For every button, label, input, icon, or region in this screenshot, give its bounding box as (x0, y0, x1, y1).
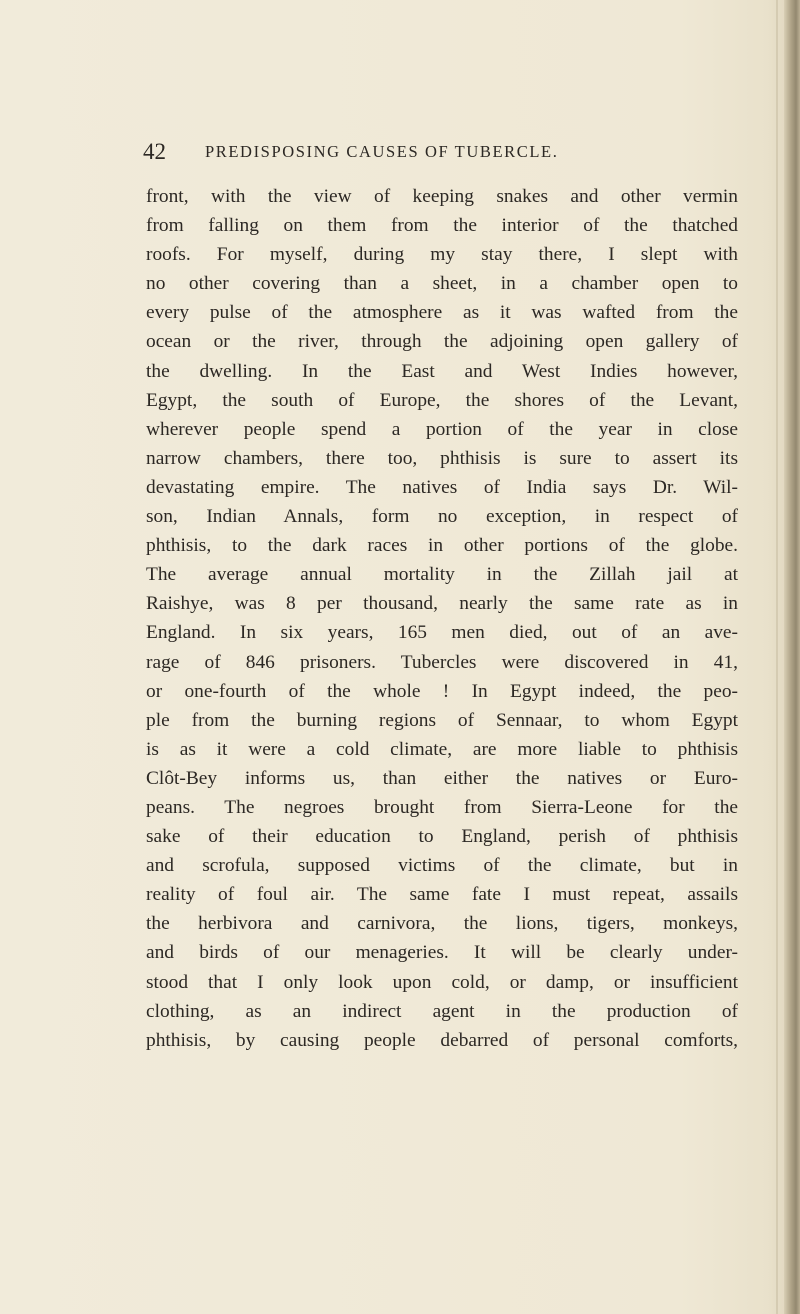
text-line: son, Indian Annals, form no exception, in respect of (146, 506, 738, 528)
text-line: devastating empire. The natives of India says Dr. Wil- (146, 476, 738, 498)
text-line: roofs. For myself, during my stay there, I slept with (146, 244, 738, 266)
text-line: and scrofula, supposed victims of the climate, but in (146, 855, 738, 877)
text-line: Egypt, the south of Europe, the shores of the Levant, (146, 389, 738, 411)
text-line: no other covering than a sheet, in a chamber open to (146, 273, 738, 295)
text-line: the dwelling. In the East and West Indies however, (146, 360, 738, 382)
text-line: peans. The negroes brought from Sierra-Leone for the (146, 796, 738, 818)
text-line: wherever people spend a portion of the year in close (146, 418, 738, 440)
text-line: ocean or the river, through the adjoining open gallery of (146, 331, 738, 353)
text-line: reality of foul air. The same fate I must repeat, assails (146, 884, 738, 906)
text-line: phthisis, to the dark races in other portions of the globe. (146, 535, 738, 557)
text-line: or one-fourth of the whole ! In Egypt indeed, the peo- (146, 680, 738, 702)
running-head: PREDISPOSING CAUSES OF TUBERCLE. (205, 142, 559, 161)
page-edge-shadow (776, 0, 778, 1314)
text-line: The average annual mortality in the Zillah jail at (146, 564, 738, 586)
text-line: every pulse of the atmosphere as it was wafted from the (146, 302, 738, 324)
text-line: England. In six years, 165 men died, out of an ave- (146, 622, 738, 644)
text-line: clothing, as an indirect agent in the production of (146, 1000, 738, 1022)
text-line: is as it were a cold climate, are more liable to phthisis (146, 738, 738, 760)
book-binding-edge (784, 0, 800, 1314)
text-line: from falling on them from the interior of the thatched (146, 215, 738, 237)
text-line: and birds of our menageries. It will be clearly under- (146, 942, 738, 964)
page-header (143, 139, 763, 171)
text-line: Raishye, was 8 per thousand, nearly the same rate as in (146, 593, 738, 615)
page-number: 42 (143, 139, 166, 164)
text-line: Clôt-Bey informs us, than either the natives or Euro- (146, 767, 738, 789)
text-line: the herbivora and carnivora, the lions, tigers, monkeys, (146, 913, 738, 935)
text-line: phthisis, by causing people debarred of personal comforts, (146, 1029, 738, 1051)
text-line: ple from the burning regions of Sennaar, to whom Egypt (146, 709, 738, 731)
body-text (146, 182, 738, 1055)
text-line: narrow chambers, there too, phthisis is sure to assert its (146, 447, 738, 469)
text-line: front, with the view of keeping snakes and other vermin (146, 186, 738, 207)
text-line: rage of 846 prisoners. Tubercles were discovered in 41, (146, 651, 738, 673)
text-line: stood that I only look upon cold, or damp, or insufficient (146, 971, 738, 993)
text-line: sake of their education to England, perish of phthisis (146, 826, 738, 848)
